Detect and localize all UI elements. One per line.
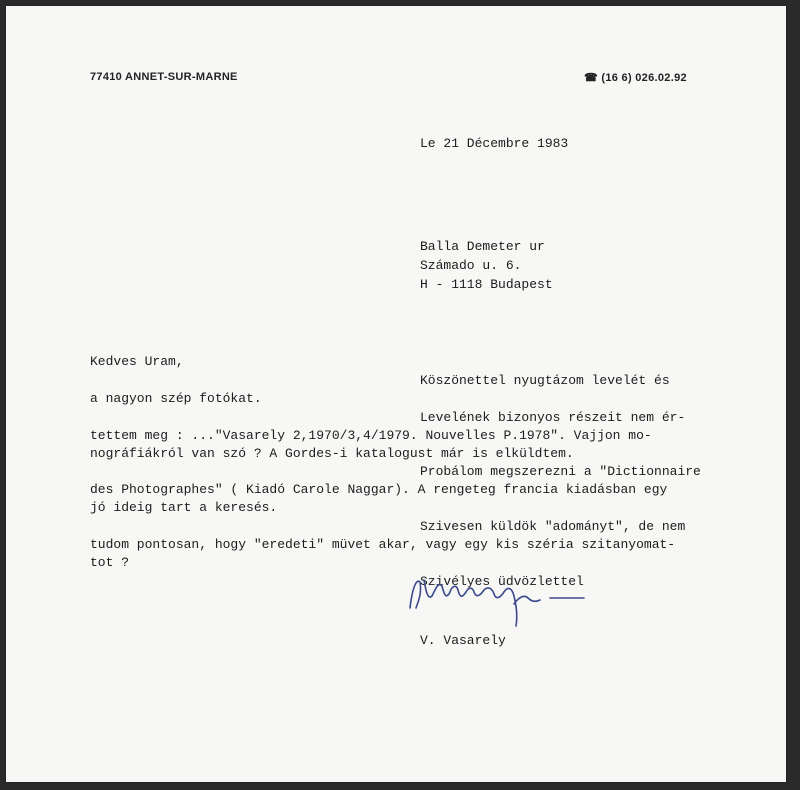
body-line: tettem meg : ..."Vasarely 2,1970/3,4/1979. Nouvelles P.1978". Vajjon mo- [90, 428, 652, 443]
body-line: Levelének bizonyos részeit nem ér- [420, 410, 686, 425]
salutation: Kedves Uram, [90, 354, 184, 369]
body-line: Probálom megszerezni a "Dictionnaire [420, 464, 701, 479]
body-line: Szivesen küldök "adományt", de nem [420, 519, 686, 534]
letterhead-phone [584, 71, 687, 84]
body-line: Köszönettel nyugtázom levelét és [420, 373, 670, 388]
recipient-line: H - 1118 Budapest [420, 277, 553, 292]
body-line: tudom pontosan, hogy "eredeti" müvet akar, vagy egy kis széria szitanyomat- [90, 537, 676, 552]
closing-line: Szivélyes üdvözlettel [420, 574, 584, 589]
body-line: jó ideig tart a keresés. [90, 500, 278, 515]
body-line: des Photographes" ( Kiadó Carole Naggar). A rengeteg francia kiadásban egy [90, 482, 668, 497]
telephone-icon: ☎ [584, 72, 599, 84]
recipient-line: Számado u. 6. [420, 258, 522, 273]
letterhead-address: 77410 ANNET-SUR-MARNE [90, 71, 238, 83]
letter-page [6, 6, 786, 782]
date-line: Le 21 Décembre 1983 [420, 136, 569, 151]
body-line: a nagyon szép fotókat. [90, 391, 262, 406]
phone-number: (16 6) 026.02.92 [601, 72, 687, 84]
body-line: nográfiákról van szó ? A Gordes-i katalogust már is elküldtem. [90, 446, 574, 461]
recipient-line: Balla Demeter ur [420, 239, 545, 254]
body-line: tot ? [90, 555, 130, 570]
signature-name: V. Vasarely [420, 633, 506, 648]
handwritten-signature [402, 568, 602, 628]
